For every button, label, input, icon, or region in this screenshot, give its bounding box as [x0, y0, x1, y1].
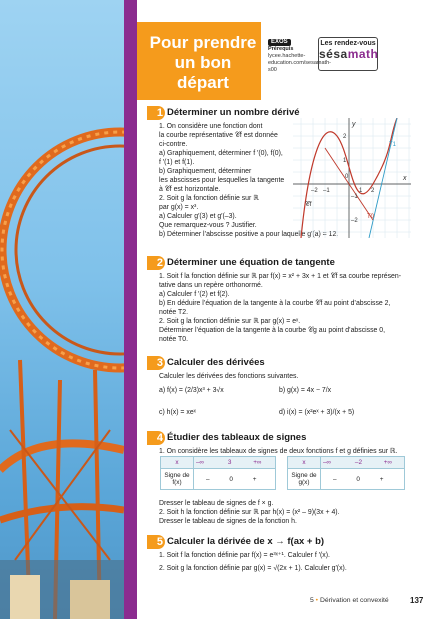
- exercise-2: [137, 256, 435, 344]
- text-line: à 𝒞f est horizontale.: [159, 186, 221, 193]
- exercise-1-text: [159, 122, 339, 239]
- page-title: [148, 33, 258, 93]
- exercise-number: 4: [147, 431, 165, 445]
- text-line: a) Graphiquement, déterminer f ′(0), f(0),: [159, 150, 283, 157]
- text-line: b) Graphiquement, déterminer: [159, 168, 252, 175]
- text-line: Déterminer l’équation de la tangente à la courbe 𝒞g au point d’abscisse 0,: [159, 327, 386, 334]
- exercise-title: Calculer des dérivées: [167, 357, 265, 368]
- text-line: Que remarquez-vous ? Justifier.: [159, 222, 257, 229]
- sign-minus: –: [333, 475, 337, 483]
- exercise-2-text: [159, 272, 429, 344]
- title-line-1: Pour prendre: [149, 33, 257, 52]
- exos-info[interactable]: [268, 39, 331, 74]
- tick-label: 1: [343, 158, 347, 164]
- plus-infinity: +∞: [253, 459, 262, 466]
- exercise-4-text: [159, 499, 429, 526]
- root-value: –2: [354, 459, 363, 466]
- rendez-vous-box[interactable]: [318, 37, 378, 71]
- t0-label: T0: [367, 214, 375, 220]
- exercise-5: [137, 535, 435, 573]
- text-line: a) Calculer f ′(2) et f(2).: [159, 291, 230, 298]
- text-line: 2. Soit g la fonction définie sur ℝ par g(x) = eˣ.: [159, 318, 301, 325]
- text-line: par g(x) = x³.: [159, 204, 199, 211]
- text-line: notée T0.: [159, 336, 188, 343]
- table-x-header: x: [288, 457, 321, 469]
- x-axis-label: x: [403, 175, 407, 182]
- exercise-number: 3: [147, 356, 165, 370]
- tick-label: –1: [323, 188, 330, 194]
- exercise-5-text: [159, 551, 429, 573]
- text-line: b) Déterminer l’abscisse positive a pour laquelle g′(a) = 12.: [159, 231, 339, 238]
- text-line: b) En déduire l’équation de la tangente à la courbe 𝒞f au point d’abscisse 2,: [159, 300, 391, 307]
- exercise-4: [137, 431, 435, 456]
- tick-label: 1: [359, 188, 363, 194]
- side-accent-bar: [124, 0, 137, 619]
- exercise-3: [137, 356, 435, 426]
- exos-subtitle: Prérequis: [268, 46, 294, 52]
- exos-badge: EXOS: [268, 39, 291, 46]
- sign-table-f: [160, 456, 276, 490]
- exercise-number: 2: [147, 256, 165, 270]
- exercise-title: Calculer la dérivée de x → f(ax + b): [167, 536, 325, 547]
- tick-label: –1: [351, 194, 358, 200]
- exercise-title: Déterminer un nombre dérivé: [167, 107, 300, 118]
- chapter-number: 5: [310, 597, 314, 604]
- text-line: la courbe représentative 𝒞f est donnée: [159, 132, 278, 139]
- tick-label: 2: [371, 188, 375, 194]
- table-x-values: [321, 457, 405, 469]
- bullet-icon: •: [315, 597, 319, 604]
- sign-minus: –: [206, 475, 210, 483]
- text-line: Dresser le tableau de signes de la fonction h.: [159, 518, 297, 525]
- formula-a: a) f(x) = (2/3)x³ + 3√x: [159, 387, 224, 394]
- tick-label: –2: [311, 188, 318, 194]
- exercise-3-text: [159, 372, 429, 426]
- text-line: 2. Soit g la fonction définie sur ℝ: [159, 195, 259, 202]
- text-line: 1. On considère une fonction dont: [159, 123, 263, 130]
- sign-plus: +: [252, 475, 257, 483]
- roller-coaster-illustration: [0, 0, 124, 619]
- tick-label: –2: [351, 218, 358, 224]
- text-line: ci-contre.: [159, 141, 188, 148]
- exercise-number: 1: [147, 106, 165, 120]
- text-line: a) Calculer g′(3) et g′(–3).: [159, 213, 237, 220]
- text-line: 2. Soit h la fonction définie sur ℝ par h(x) = (x² – 9)(3x + 4).: [159, 509, 340, 516]
- text-line: 1. On considère les tableaux de signes de deux fonctions f et g définies sur ℝ.: [159, 448, 398, 455]
- sign-zero: 0: [229, 475, 233, 483]
- t1-label: T1: [389, 142, 397, 148]
- text-line: tative dans un repère orthonormé.: [159, 282, 263, 289]
- tick-label: 0: [345, 174, 349, 180]
- tick-label: 2: [343, 134, 347, 140]
- sign-table-g: [287, 456, 405, 490]
- exos-link[interactable]: lycee.hachette-education.com/sesamath-s00: [268, 53, 331, 73]
- table-signs: [321, 469, 405, 490]
- formula-d: d) i(x) = (x²eˣ + 3)/(x + 5): [279, 409, 355, 416]
- text-line: Calculer les dérivées des fonctions suivantes.: [159, 373, 299, 380]
- table-signs: [194, 469, 276, 490]
- minus-infinity: –∞: [323, 459, 332, 466]
- root-value: 3: [227, 459, 232, 466]
- text-line: notée T2.: [159, 309, 188, 316]
- function-graph: [293, 118, 411, 238]
- formula-b: b) g(x) = 4x − 7/x: [279, 387, 332, 394]
- chapter-title: Dérivation et convexité: [319, 597, 389, 604]
- table-row-header: Signe de g(x): [288, 469, 321, 490]
- minus-infinity: –∞: [196, 459, 205, 466]
- brand-suffix: math: [347, 47, 379, 61]
- exercise-number: 5: [147, 535, 165, 549]
- chapter-footer: [310, 597, 389, 604]
- brand-prefix: sésa: [319, 47, 348, 61]
- exercise-title: Étudier des tableaux de signes: [167, 432, 307, 443]
- text-line: 1. Soit f la fonction définie par f(x) = e³ˣ⁺¹. Calculer f ′(x).: [159, 552, 330, 559]
- page-number: 137: [410, 596, 424, 605]
- sesamath-logo: [319, 47, 377, 61]
- curve-label: 𝒞f: [305, 201, 312, 208]
- table-row-header: Signe de f(x): [161, 469, 194, 490]
- sign-zero: 0: [356, 475, 360, 483]
- text-line: 1. Soit f la fonction définie sur ℝ par f(x) = x² + 3x + 1 et 𝒞f sa courbe représen-: [159, 273, 402, 280]
- text-line: f ′(1) et f(1).: [159, 159, 195, 166]
- title-line-2: un bon départ: [174, 53, 232, 92]
- text-line: Dresser le tableau de signes de f × g.: [159, 500, 274, 507]
- table-x-header: x: [161, 457, 194, 469]
- rendez-vous-label: Les rendez-vous: [320, 40, 376, 47]
- y-axis-label: y: [352, 121, 356, 128]
- plus-infinity: +∞: [383, 459, 393, 466]
- coaster-photo: [0, 0, 124, 619]
- table-x-values: [194, 457, 276, 469]
- text-line: les abscisses pour lesquelles la tangente: [159, 177, 285, 184]
- formula-c: c) h(x) = xeˣ: [159, 409, 196, 416]
- sign-plus: +: [379, 475, 384, 483]
- text-line: 2. Soit g la fonction définie par g(x) = √(2x + 1). Calculer g′(x).: [159, 565, 347, 572]
- exercise-title: Déterminer une équation de tangente: [167, 257, 335, 268]
